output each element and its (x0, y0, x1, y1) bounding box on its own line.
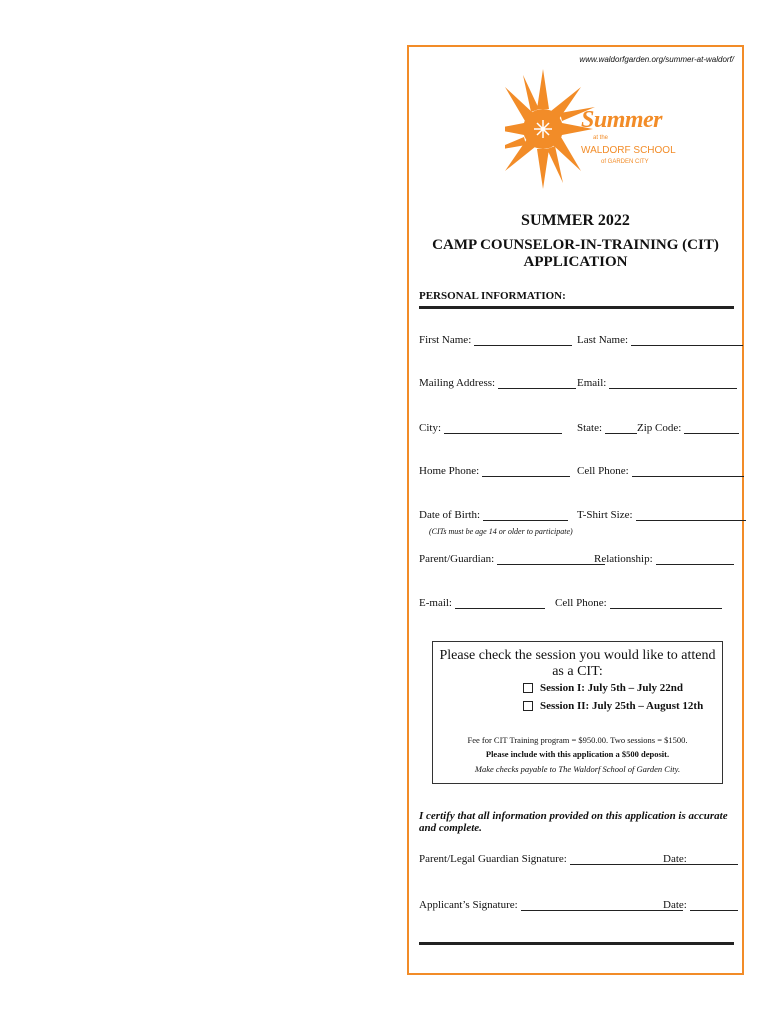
last-name-field[interactable] (577, 334, 743, 346)
relationship-line[interactable] (656, 553, 734, 565)
parent-cell-phone-field[interactable] (555, 597, 722, 609)
last-name-label: Last Name: (577, 334, 629, 346)
age-requirement-note: (CITs must be age 14 or older to participate) (429, 527, 573, 536)
guardian-date-label: Date: (663, 853, 687, 865)
zip-code-field[interactable] (637, 422, 739, 434)
city-field[interactable] (419, 422, 562, 434)
relationship-label: Relationship: (594, 553, 653, 565)
section-divider (419, 306, 734, 309)
website-url[interactable]: www.waldorfgarden.org/summer-at-waldorf/ (579, 55, 734, 64)
parent-email-label: E-mail: (419, 597, 452, 609)
applicant-date-field[interactable] (663, 899, 738, 911)
deposit-text: Please include with this application a $500 deposit. (485, 749, 670, 759)
home-phone-label: Home Phone: (419, 465, 480, 477)
parent-cell-phone-line[interactable] (610, 597, 722, 609)
logo-subtitle-school: WALDORF SCHOOL (581, 145, 676, 156)
tshirt-size-label: T-Shirt Size: (577, 509, 633, 521)
tshirt-size-field[interactable] (577, 509, 746, 521)
bottom-divider (419, 942, 734, 945)
parent-guardian-line[interactable] (497, 553, 605, 565)
last-name-line[interactable] (631, 334, 743, 346)
city-line[interactable] (444, 422, 562, 434)
logo-subtitle-city: of GARDEN CITY (601, 159, 649, 165)
date-of-birth-line[interactable] (483, 509, 568, 521)
state-line[interactable] (605, 422, 637, 434)
certification-statement: I certify that all information provided on this application is accurate and complete. (419, 810, 728, 834)
cell-phone-field[interactable] (577, 465, 744, 477)
summer-logo (505, 67, 685, 197)
guardian-date-line[interactable] (690, 853, 738, 865)
session-option-2[interactable] (523, 700, 703, 712)
email-field[interactable] (577, 377, 737, 389)
zip-code-label: Zip Code: (637, 422, 682, 434)
applicant-signature-line[interactable] (521, 899, 683, 911)
guardian-signature-field[interactable] (419, 853, 695, 865)
home-phone-field[interactable] (419, 465, 570, 477)
parent-guardian-field[interactable] (419, 553, 605, 565)
applicant-signature-label: Applicant’s Signature: (419, 899, 518, 911)
state-label: State: (577, 422, 603, 434)
session-selection-box (432, 641, 723, 784)
home-phone-line[interactable] (482, 465, 570, 477)
logo-title: Summer (581, 107, 663, 133)
form-title: CAMP COUNSELOR-IN-TRAINING (CIT) APPLICATION (432, 237, 719, 270)
tshirt-size-line[interactable] (636, 509, 746, 521)
parent-email-field[interactable] (419, 597, 545, 609)
session-1-checkbox[interactable] (523, 683, 533, 693)
state-field[interactable] (577, 422, 637, 434)
logo-subtitle-at: at the (593, 135, 609, 141)
cell-phone-line[interactable] (632, 465, 744, 477)
zip-code-line[interactable] (684, 422, 739, 434)
cell-phone-label: Cell Phone: (577, 465, 629, 477)
first-name-label: First Name: (419, 334, 472, 346)
payable-text: Make checks payable to The Waldorf School of Garden City. (474, 764, 681, 774)
section-heading: PERSONAL INFORMATION: (419, 290, 566, 302)
fee-text: Fee for CIT Training program = $950.00. Two sessions = $1500. (467, 735, 688, 745)
parent-cell-phone-label: Cell Phone: (555, 597, 607, 609)
session-2-label: Session II: July 25th – August 12th (540, 700, 704, 712)
form-title-year: SUMMER 2022 (521, 212, 630, 229)
session-box-header: Please check the session you would like to attend as a CIT: (439, 648, 716, 679)
guardian-date-field[interactable] (663, 853, 738, 865)
relationship-field[interactable] (594, 553, 734, 565)
mailing-address-line[interactable] (498, 377, 576, 389)
applicant-signature-field[interactable] (419, 899, 683, 911)
first-name-line[interactable] (474, 334, 572, 346)
applicant-date-label: Date: (663, 899, 687, 911)
application-card (407, 45, 744, 975)
email-line[interactable] (609, 377, 737, 389)
mailing-address-field[interactable] (419, 377, 576, 389)
first-name-field[interactable] (419, 334, 572, 346)
email-label: Email: (577, 377, 607, 389)
applicant-date-line[interactable] (690, 899, 738, 911)
session-1-label: Session I: July 5th – July 22nd (540, 682, 684, 694)
mailing-address-label: Mailing Address: (419, 377, 496, 389)
session-option-1[interactable] (523, 682, 683, 694)
city-label: City: (419, 422, 442, 434)
parent-email-line[interactable] (455, 597, 545, 609)
date-of-birth-field[interactable] (419, 509, 568, 521)
parent-guardian-label: Parent/Guardian: (419, 553, 495, 565)
guardian-signature-label: Parent/Legal Guardian Signature: (419, 853, 567, 865)
date-of-birth-label: Date of Birth: (419, 509, 481, 521)
session-2-checkbox[interactable] (523, 701, 533, 711)
